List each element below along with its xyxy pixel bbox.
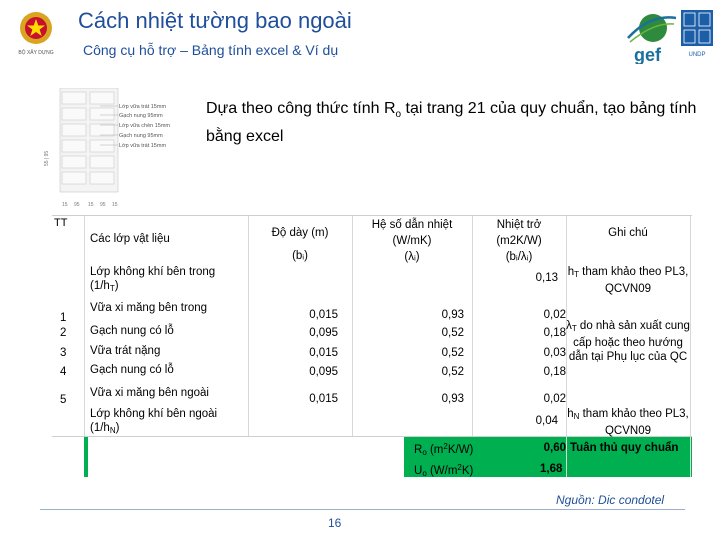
gef-logo-text: gef xyxy=(634,45,661,64)
undp-logo-icon xyxy=(681,10,713,64)
header-conductivity-unit: (W/mK) xyxy=(392,235,432,247)
header-conductivity-sym: (λᵢ) xyxy=(404,251,420,263)
row-3-resistance: 0,03 xyxy=(543,347,566,359)
undp-logo-text: UNDP xyxy=(688,52,706,58)
row-3-lambda: 0,52 xyxy=(441,347,464,359)
row-1-thickness: 0,015 xyxy=(309,309,338,321)
lambda-note: $\lambda_T$ do nhà sản xuất cung cấp hoặc theo hướng dẫn tại Phụ lục của QC xyxy=(566,320,690,363)
diagram-label-4: Gạch nung 95mm xyxy=(119,133,163,139)
row-5-name: Vữa xi măng bên ngoài xyxy=(90,387,209,399)
row-5-lambda: 0,93 xyxy=(441,393,464,405)
wall-section-diagram xyxy=(40,88,192,212)
outer-air-note: $h_N$ tham khảo theo PL3, QCVN09 xyxy=(567,408,689,437)
row-2-thickness: 0,095 xyxy=(309,327,338,339)
row-5-tt: 5 xyxy=(60,394,67,406)
uo-label: $U_o$ $(W/m^2K)$ xyxy=(414,463,474,478)
header-conductivity: Hệ số dẫn nhiệt xyxy=(371,219,453,231)
national-emblem-icon xyxy=(18,10,54,58)
outer-air-label: Lớp không khí bên ngoài $(1/h_N)$ xyxy=(90,408,218,435)
header-note: Ghi chú xyxy=(608,227,648,239)
page-title: Cách nhiệt tường bao ngoài xyxy=(78,8,352,33)
inner-air-resistance: 0,13 xyxy=(535,272,558,284)
row-1-name: Vữa xi măng bên trong xyxy=(90,302,208,314)
row-1-tt: 1 xyxy=(60,312,67,324)
page-number: 16 xyxy=(328,516,342,530)
row-2-lambda: 0,52 xyxy=(441,327,464,339)
diagram-dim-2: 95 xyxy=(74,202,80,208)
row-4-resistance: 0,18 xyxy=(543,366,566,378)
header-thickness: Độ dày (m) xyxy=(271,227,329,239)
row-1-lambda: 0,93 xyxy=(441,309,464,321)
diagram-dim-4: 95 xyxy=(100,202,106,208)
row-5-resistance: 0,02 xyxy=(543,393,566,405)
uo-value: 1,68 xyxy=(540,463,563,475)
row-1-resistance: 0,02 xyxy=(543,309,566,321)
diagram-label-3: Lớp vữa chèn 15mm xyxy=(119,123,171,129)
emblem-caption: BỘ XÂY DỰNG xyxy=(18,50,54,56)
header-resistance-sym: (bᵢ/λᵢ) xyxy=(505,251,533,263)
header-tt: TT xyxy=(54,217,68,229)
outer-air-resistance: 0,04 xyxy=(535,415,558,427)
inner-air-note: $h_T$ tham khảo theo PL3, QCVN09 xyxy=(567,266,689,295)
row-2-tt: 2 xyxy=(60,327,67,339)
gef-logo-icon xyxy=(624,8,678,64)
row-4-lambda: 0,52 xyxy=(441,366,464,378)
row-3-thickness: 0,015 xyxy=(309,347,338,359)
header-resistance: Nhiệt trở xyxy=(496,219,542,231)
intro-text: Dựa theo công thức tính $R_o$ tại trang 21 của quy chuẩn, tạo bảng tính bằng excel xyxy=(206,100,697,146)
diagram-dim-1: 15 xyxy=(62,202,68,208)
diagram-label-5: Lớp vữa trát 15mm xyxy=(119,143,167,149)
row-5-thickness: 0,015 xyxy=(309,393,338,405)
row-3-name: Vữa trát nặng xyxy=(90,345,161,357)
row-3-tt: 3 xyxy=(60,347,67,359)
row-4-tt: 4 xyxy=(60,366,67,378)
inner-air-label: Lớp không khí bên trong $(1/h_T)$ xyxy=(90,266,216,293)
diagram-label-1: Lớp vữa trát 15mm xyxy=(119,104,167,110)
footer-divider xyxy=(40,509,685,510)
diagram-label-2: Gạch nung 95mm xyxy=(119,113,163,119)
diagram-side-label: 55 | 95 xyxy=(44,150,50,166)
row-2-resistance: 0,18 xyxy=(543,327,566,339)
diagram-dim-5: 15 xyxy=(112,202,118,208)
row-4-name: Gạch nung có lỗ xyxy=(90,364,174,376)
source-note: Nguồn: Dic condotel xyxy=(556,493,665,507)
calculation-table xyxy=(52,215,692,477)
diagram-dim-3: 15 xyxy=(88,202,94,208)
header-thickness-sym: (bᵢ) xyxy=(292,250,308,262)
row-2-name: Gạch nung có lỗ xyxy=(90,325,174,337)
ro-value: 0,60 xyxy=(543,442,566,454)
header-resistance-unit: (m2K/W) xyxy=(496,235,542,247)
ro-compliance-note: Tuân thủ quy chuẩn xyxy=(570,442,679,454)
ro-label: $R_o$ $(m^2K/W)$ xyxy=(414,442,474,457)
page-subtitle: Công cụ hỗ trợ – Bảng tính excel & Ví dụ xyxy=(83,42,339,58)
row-4-thickness: 0,095 xyxy=(309,366,338,378)
header-layers: Các lớp vật liệu xyxy=(90,233,170,245)
